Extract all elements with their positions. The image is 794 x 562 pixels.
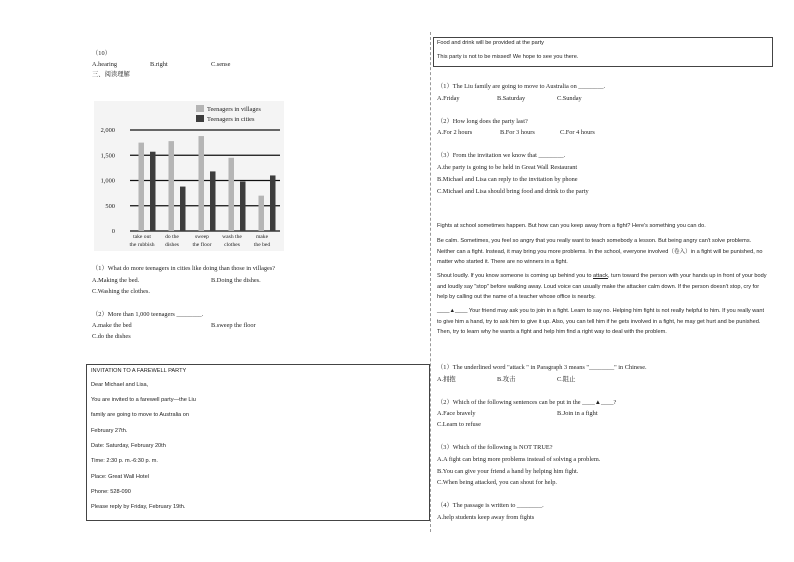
chart-q1-option-c: C.Washing the clothes. [92,288,150,295]
bar-villages [169,141,175,231]
legend-label: Teenagers in cities [207,116,255,123]
invitation-line-1: You are invited to a farewell party—the Liu [91,397,196,403]
inv-q1-option-c: C.Sunday [557,95,582,102]
passage-q3-option-b: B.You can give your friend a hand by helping him fight. [437,468,579,475]
chart-q1-option-a: A.Making the bed. [92,277,140,284]
invitation-line-3: February 27th. [91,428,128,434]
legend-swatch [196,115,204,122]
invitation-title: INVITATION TO A FAREWELL PARTY [91,368,187,374]
inv-q2-option-a: A.For 2 hours [437,129,473,136]
bar-villages [139,143,145,231]
option-c: C.sense [211,61,231,68]
inv-q3-stem: （3）From the invitation we know that ________. [437,152,566,159]
inv-q1-stem: （1）The Liu family are going to move to Australia on ________. [437,83,606,90]
invitation-place: Place: Great Wall Hotel [91,474,149,480]
bar-chart [94,101,284,251]
passage-q2-option-a: A.Face bravely [437,410,476,417]
invitation-line-2: family are going to move to Australia on [91,412,189,418]
chart-q1-stem: （1）What do more teenagers in cities like doing than those in villages? [92,265,276,272]
bar-cities [150,152,156,231]
underlined-word-attack: attack [593,273,608,279]
passage-paragraph-1: Fights at school sometimes happen. But how can you keep away from a fight? Here's something you can do. [437,223,706,229]
x-tick-label: make [255,234,269,240]
inv-q1-option-b: B.Saturday [497,95,526,102]
passage-q3-stem: （3）Which of the following is NOT TRUE? [437,444,553,451]
inv-q2-option-c: C.For 4 hours [560,129,595,136]
option-b: B.right [150,61,168,68]
chart-q1-option-b: B.Doing the dishes. [211,277,261,284]
chart-q2-option-c: C.do the dishes [92,333,131,340]
bar-cities [240,182,246,231]
invitation-reply: Please reply by Friday, February 19th. [91,504,186,510]
legend-label: Teenagers in villages [207,106,261,113]
passage-paragraph-3 [437,271,769,303]
invitation-food-line: Food and drink will be provided at the party [437,40,544,46]
passage-q2-option-c: C.Learn to refuse [437,421,481,428]
y-tick-label: 1,500 [100,152,115,160]
chart-q2-option-b: B.sweep the floor [211,322,256,329]
y-tick-label: 2,000 [100,127,115,134]
passage-q1-option-b: B.攻击 [497,376,516,383]
y-tick-label: 1,000 [100,177,115,185]
invitation-date: Date: Saturday, February 20th [91,443,166,449]
section-title: 三、阅读理解 [92,71,130,78]
bar-villages [199,136,205,231]
inv-q3-option-c: C.Michael and Lisa should bring food and drink to the party [437,188,589,195]
x-tick-label: clothes [224,242,240,248]
passage-q1-option-a: A.拥抱 [437,376,456,383]
option-a: A.hearing [92,61,118,68]
invitation-closing-line: This party is not to be missed! We hope to see you there. [437,54,579,60]
x-tick-label: sweep [195,234,209,240]
bar-cities [210,171,216,231]
inv-q2-option-b: B.For 3 hours [500,129,535,136]
passage-paragraph-2: Be calm. Sometimes, you feel so angry that you really want to teach somebody a lesson. But being angry can't solve problems. Neither can a fight. Instead, it may bring you more problems. In the school, everyone involved（卷入）in a fight will be punished, no matter who started it. There are no winners in a fight. [437,238,763,265]
x-tick-label: dishes [165,242,179,248]
invitation-phone: Phone: 528-090 [91,489,131,495]
passage-p3-end: , turn toward the person with your hands up in front of your body and loudly say "stop" before walking away. Loud voice can usually make the attacker calm down. If the person doesn't stop, cry for help by calling out the name of a teacher whose office is nearby. [437,273,767,300]
inv-q3-option-b: B.Michael and Lisa can reply to the invitation by phone [437,176,578,183]
x-tick-label: wash the [222,234,242,240]
x-tick-label: do the [165,234,179,240]
chart-q2-stem: （2）More than 1,000 teenagers ________. [92,311,204,318]
passage-q1-stem: （1）The underlined word "attack " in Paragraph 3 means "________" in Chinese. [437,364,647,371]
question-10-label: （10） [92,50,111,57]
inv-q3-option-a: A.the party is going to be held in Great Wall Restaurant [437,164,578,171]
bar-villages [259,196,265,231]
y-tick-label: 0 [111,228,115,235]
x-tick-label: the floor [192,242,212,248]
passage-q2-stem: （2）Which of the following sentences can be put in the ____▲____? [437,399,617,406]
passage-q4-stem: （4）The passage is written to ________. [437,502,544,509]
passage-q3-option-c: C.When being attacked, you can shout for help. [437,479,557,486]
passage-q3-option-a: A.A fight can bring more problems instead of solving a problem. [437,456,601,463]
chart-q2-option-a: A.make the bed [92,322,132,329]
column-divider [430,32,431,532]
y-tick-label: 500 [105,202,115,210]
passage-paragraph-4: ____▲____ Your friend may ask you to join in a fight. Learn to say no. Helping him fight is not really helpful to him. If you really want to give him a hand, try to ask him to give it up. Also, you can tell him if he gets involved in a fight, he may get hurt and be punished. Then, try to learn why he wants a fight and help him find a right way to deal with the problem. [437,308,765,335]
invitation-greeting: Dear Michael and Lisa, [91,382,149,388]
bar-cities [270,175,276,231]
passage-q4-option-a: A.help students keep away from fights [437,514,535,521]
x-tick-label: the rubbish [129,242,155,248]
legend-swatch [196,105,204,112]
passage-q1-option-c: C.阻止 [557,376,576,383]
bar-villages [229,158,235,231]
chart-background [94,101,284,251]
inv-q2-stem: （2）How long does the party last? [437,118,528,125]
inv-q1-option-a: A.Friday [437,95,460,102]
invitation-time: Time: 2:30 p. m.-6:30 p. m. [91,458,158,464]
bar-cities [180,187,186,231]
x-tick-label: take out [133,234,151,240]
passage-p3-start: Shout loudly. If you know someone is coming up behind you to [437,273,593,279]
x-tick-label: the bed [253,242,271,248]
passage-q2-option-b: B.Join in a fight [557,410,598,417]
